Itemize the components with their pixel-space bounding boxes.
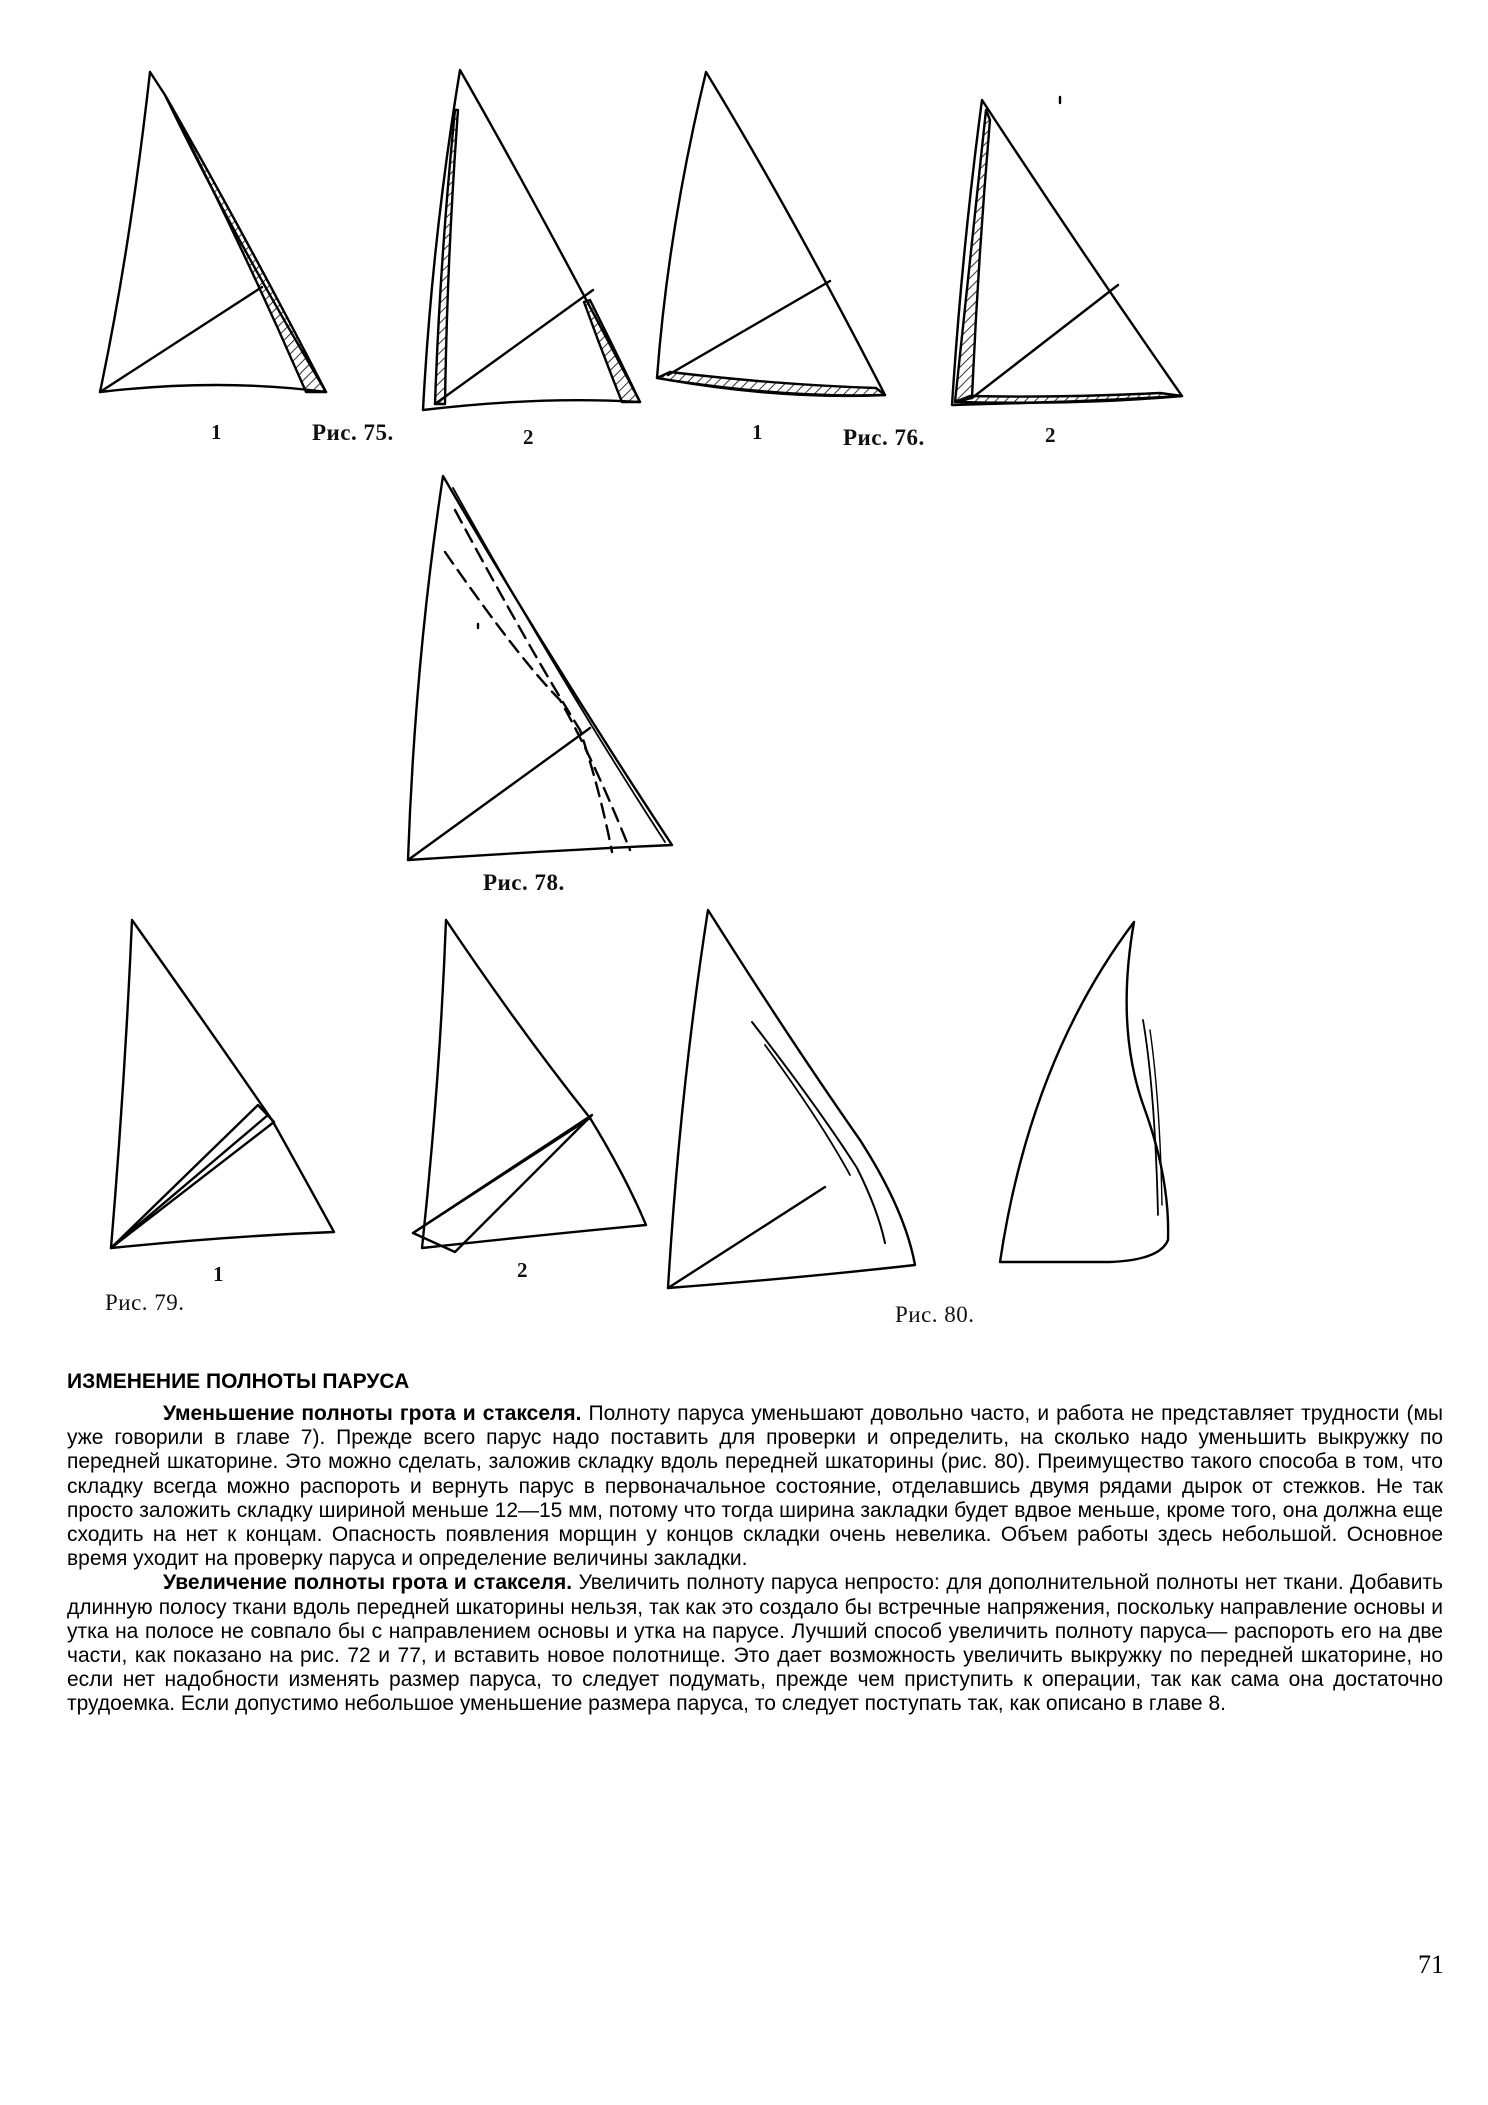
paragraph-increase-fullness [67,1571,1443,1716]
paragraph-lead: Увеличение полноты грота и стакселя. [163,1571,573,1595]
fig80-caption: Рис. 80. [895,1302,975,1327]
page-number: 71 [1418,1950,1444,1979]
sail-fig76-2 [952,97,1182,405]
paragraph-decrease-fullness [67,1402,1443,1571]
paragraph-lead: Уменьшение полноты грота и стакселя. [163,1402,582,1425]
fig79-caption: Рис. 79. [105,1290,185,1315]
sail-fig75-2 [423,70,640,410]
article [67,1370,1443,1717]
section-heading: ИЗМЕНЕНИЕ ПОЛНОТЫ ПАРУСА [67,1370,410,1393]
sail-fig80-2 [1000,922,1168,1262]
paragraph-body: Увеличить полноту паруса непросто: для дополнительной полноты нет ткани. Добавить длинную полосу ткани вдоль передней шкаторины нельзя, так как это создало бы встречные напряжения, поскольку направление основы и утка на полосе не совпало бы с направлением основы и утка на парусе. Лучший способ увеличить полноту паруса— распороть его на две части, как показано на рис. 72 и 77, и вставить новое полотнище. Это дает возможность увеличить выкружку по передней шкаторине, но если нет надобности изменять размер паруса, то следует подумать, прежде чем приступить к операции, так как сама она достаточно трудоемка. Если допустимо небольшое уменьшение размера паруса, то следует поступать так, как описано в главе 8. [67,1571,1443,1716]
fig76-caption: Рис. 76. [843,425,925,450]
sail-fig79-1 [111,920,334,1248]
fig75-sub2-label: 2 [523,425,534,449]
fig75-caption: Рис. 75. [312,420,394,445]
fig76-sub2-label: 2 [1045,423,1056,447]
fig78-caption: Рис. 78. [483,870,565,895]
fig79-sub2-label: 2 [517,1258,528,1282]
fig75-sub1-label: 1 [211,420,222,444]
sail-fig78 [408,476,672,860]
paragraph-body: Полноту паруса уменьшают довольно часто, и работа не представляет трудности (мы уже говорили в главе 7). Прежде всего парус надо поставить для проверки и определить, на сколько надо уменьшить выкружку по передней шкаторине. Это можно сделать, заложив складку вдоль передней шкаторины (рис. 80). Преимущество такого способа в том, что складку всегда можно распороть и вернуть парус в первоначальное состояние, отделавшись двумя рядами дырок от стежков. Не так просто заложить складку шириной меньше 12—15 мм, потому что тогда ширина закладки будет вдвое меньше, кроме того, она должна еще сходить на нет к концам. Опасность появления морщин у концов складки очень невелика. Объем работы здесь небольшой. Основное время уходит на проверку паруса и определение величины закладки. [67,1402,1443,1571]
sail-fig76-1 [657,72,885,396]
sail-fig80-1 [668,910,915,1288]
fig79-sub1-label: 1 [213,1262,224,1286]
fig76-sub1-label: 1 [752,420,763,444]
sail-fig75-1 [100,72,326,392]
sail-fig79-2 [413,920,646,1252]
